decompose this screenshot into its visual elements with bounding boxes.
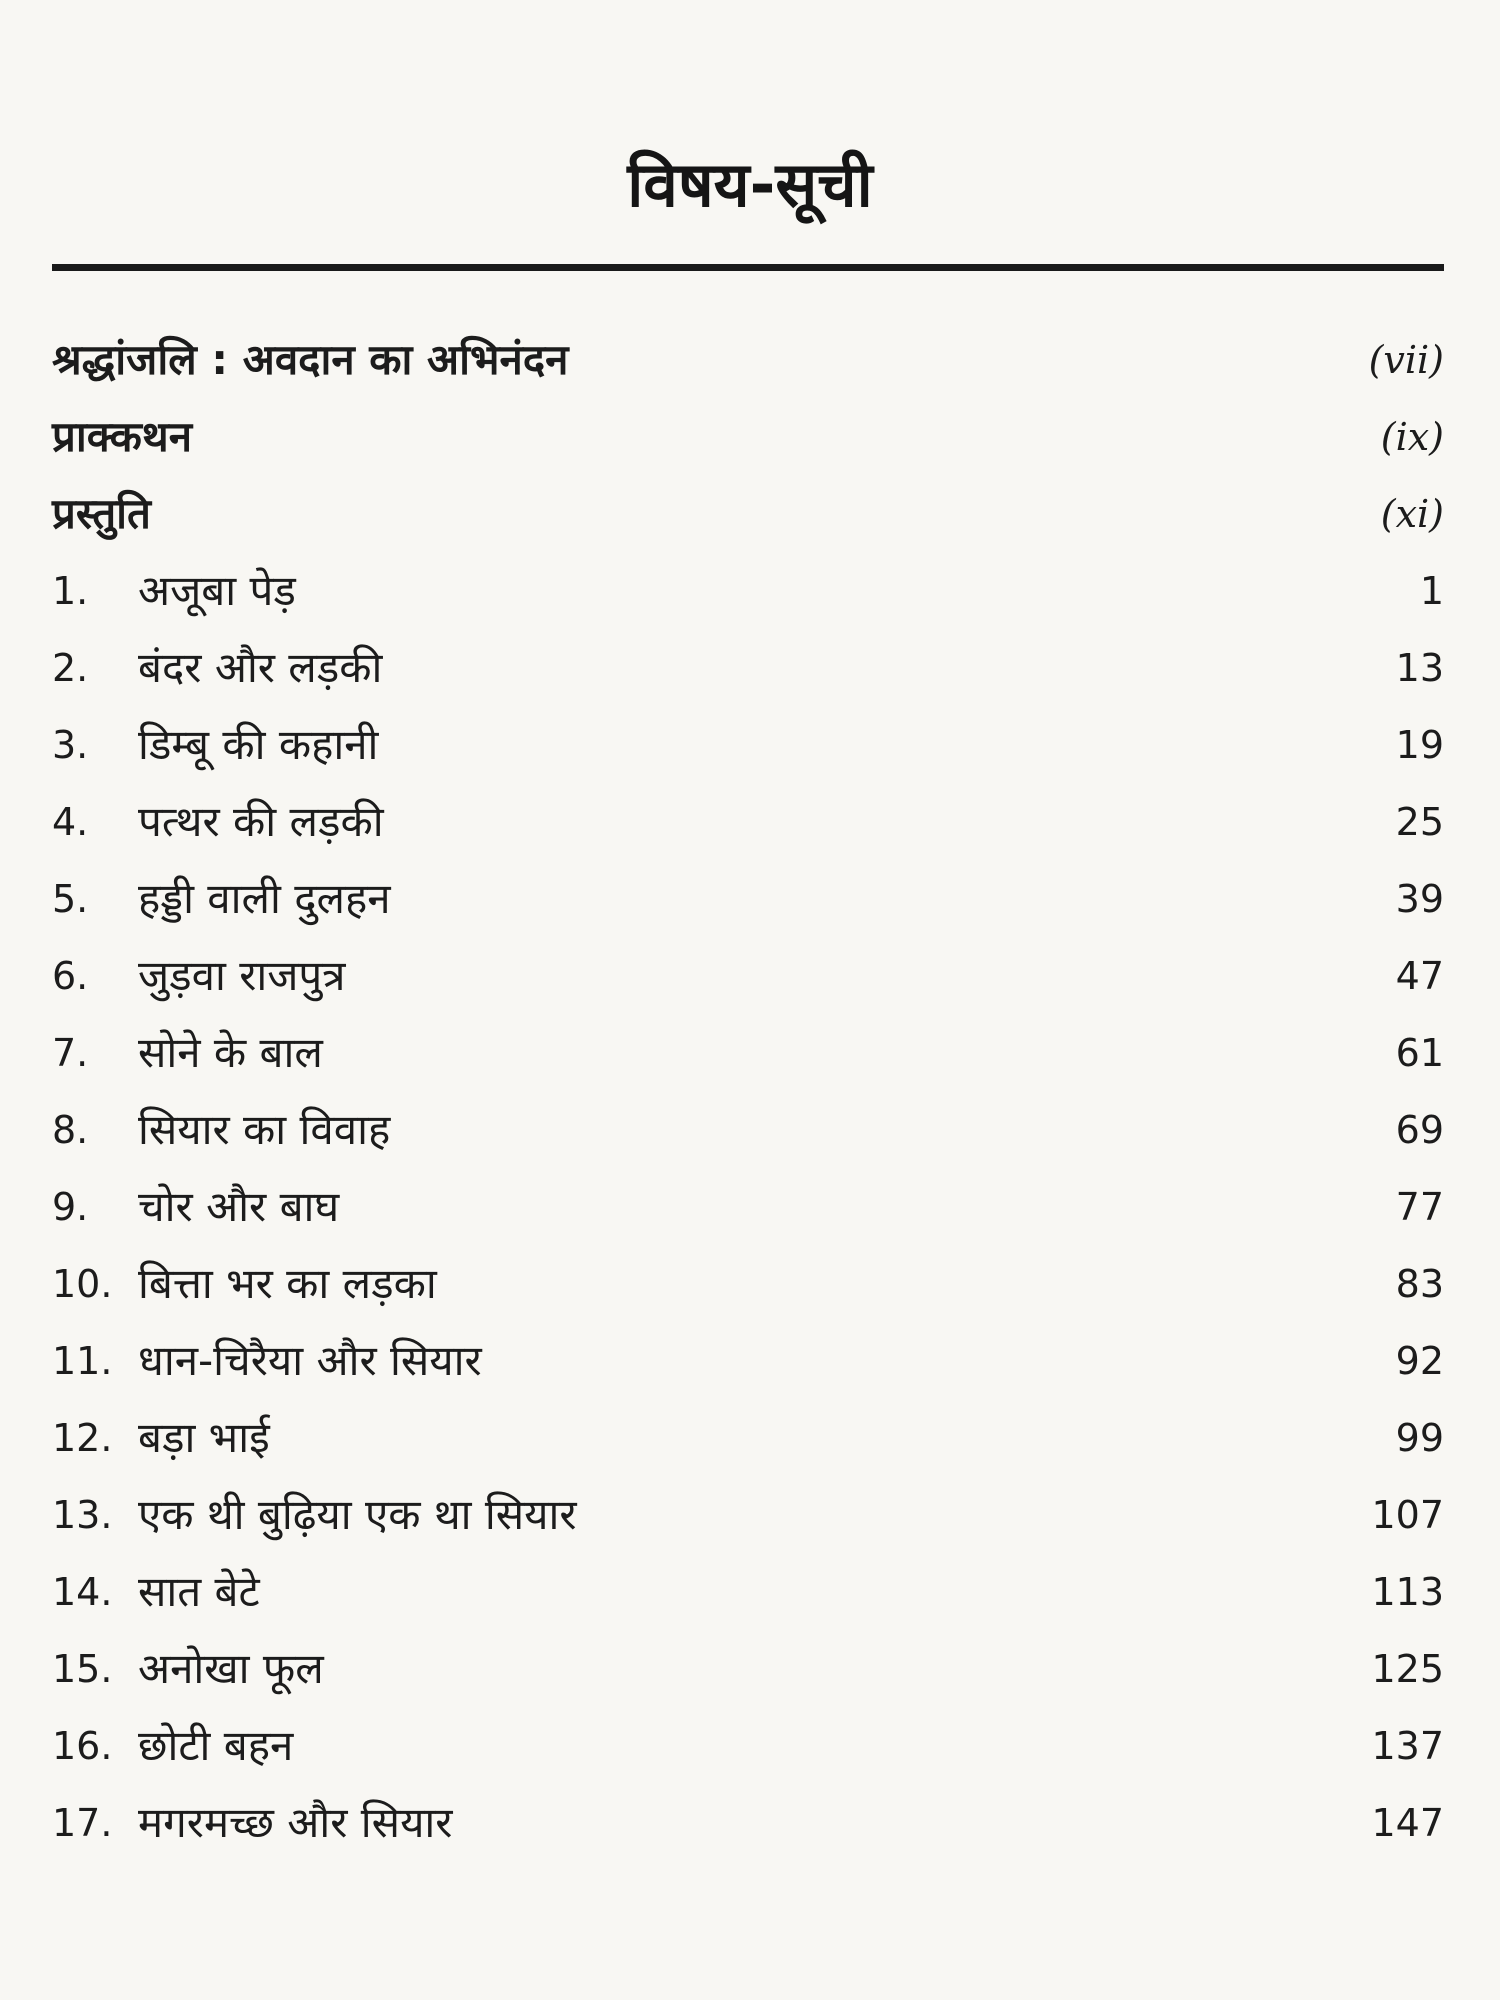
chapter-entry bbox=[52, 1403, 1444, 1473]
chapter-title: छोटी बहन bbox=[138, 1721, 294, 1770]
chapter-number: 14. bbox=[52, 1570, 113, 1614]
page-number: 25 bbox=[1395, 800, 1444, 844]
entry-title: श्रद्धांजलि : अवदान का अभिनंदन bbox=[52, 335, 569, 384]
chapter-title: सियार का विवाह bbox=[138, 1105, 391, 1154]
chapter-number: 9. bbox=[52, 1185, 89, 1229]
chapter-number: 1. bbox=[52, 569, 89, 613]
chapter-entry bbox=[52, 1711, 1444, 1781]
page-number: 47 bbox=[1395, 954, 1444, 998]
page-number: (xi) bbox=[1380, 492, 1444, 536]
page-number: 1 bbox=[1419, 569, 1444, 613]
chapter-number: 16. bbox=[52, 1724, 113, 1768]
page-number: 147 bbox=[1371, 1801, 1444, 1845]
page-number: 92 bbox=[1395, 1339, 1444, 1383]
chapter-entry bbox=[52, 1480, 1444, 1550]
chapter-entry bbox=[52, 1326, 1444, 1396]
chapter-number: 3. bbox=[52, 723, 89, 767]
chapter-entry bbox=[52, 633, 1444, 703]
chapter-number: 6. bbox=[52, 954, 89, 998]
page-number: 61 bbox=[1395, 1031, 1444, 1075]
chapter-title: धान-चिरैया और सियार bbox=[138, 1336, 482, 1385]
chapter-number: 4. bbox=[52, 800, 89, 844]
chapter-title: मगरमच्छ और सियार bbox=[138, 1798, 453, 1847]
page-number: 13 bbox=[1395, 646, 1444, 690]
chapter-title: हड्डी वाली दुलहन bbox=[138, 874, 391, 923]
chapter-entry bbox=[52, 1018, 1444, 1088]
chapter-entry bbox=[52, 864, 1444, 934]
page-number: 77 bbox=[1395, 1185, 1444, 1229]
page-number: 113 bbox=[1371, 1570, 1444, 1614]
page-number: (vii) bbox=[1368, 338, 1444, 382]
chapter-number: 15. bbox=[52, 1647, 113, 1691]
chapter-title: जुड़वा राजपुत्र bbox=[138, 951, 346, 1000]
chapter-title: पत्थर की लड़की bbox=[138, 797, 384, 846]
page-number: 83 bbox=[1395, 1262, 1444, 1306]
chapter-number: 10. bbox=[52, 1262, 113, 1306]
entry-title: प्रस्तुति bbox=[52, 489, 151, 538]
chapter-number: 17. bbox=[52, 1801, 113, 1845]
title-divider bbox=[52, 264, 1444, 271]
chapter-entry bbox=[52, 556, 1444, 626]
chapter-entry bbox=[52, 1249, 1444, 1319]
chapter-title: चोर और बाघ bbox=[138, 1182, 340, 1231]
page-number: (ix) bbox=[1380, 415, 1444, 459]
chapter-entry bbox=[52, 1095, 1444, 1165]
chapter-entry bbox=[52, 1557, 1444, 1627]
chapter-title: एक थी बुढ़िया एक था सियार bbox=[138, 1490, 577, 1539]
chapter-title: अजूबा पेड़ bbox=[138, 566, 296, 615]
entry-title: प्राक्कथन bbox=[52, 412, 193, 461]
front-matter-entry bbox=[52, 402, 1444, 472]
front-matter-entry bbox=[52, 325, 1444, 395]
chapter-number: 7. bbox=[52, 1031, 89, 1075]
chapter-number: 2. bbox=[52, 646, 89, 690]
page-number: 107 bbox=[1371, 1493, 1444, 1537]
page-number: 39 bbox=[1395, 877, 1444, 921]
page-number: 19 bbox=[1395, 723, 1444, 767]
chapter-number: 13. bbox=[52, 1493, 113, 1537]
page-title: विषय-सूची bbox=[627, 148, 873, 221]
chapter-entry bbox=[52, 1788, 1444, 1858]
chapter-title: सात बेटे bbox=[138, 1567, 260, 1616]
chapter-number: 11. bbox=[52, 1339, 113, 1383]
chapter-title: अनोखा फूल bbox=[138, 1644, 324, 1693]
page-number: 125 bbox=[1371, 1647, 1444, 1691]
chapter-title: सोने के बाल bbox=[138, 1028, 323, 1077]
chapter-title: बड़ा भाई bbox=[138, 1413, 270, 1462]
chapter-number: 8. bbox=[52, 1108, 89, 1152]
chapter-title: डिम्बू की कहानी bbox=[138, 720, 379, 769]
chapter-number: 12. bbox=[52, 1416, 113, 1460]
page-number: 137 bbox=[1371, 1724, 1444, 1768]
chapter-entry bbox=[52, 710, 1444, 780]
page-number: 69 bbox=[1395, 1108, 1444, 1152]
chapter-title: बित्ता भर का लड़का bbox=[138, 1259, 437, 1308]
chapter-entry bbox=[52, 941, 1444, 1011]
chapter-entry bbox=[52, 1172, 1444, 1242]
chapter-title: बंदर और लड़की bbox=[138, 643, 383, 692]
chapter-number: 5. bbox=[52, 877, 89, 921]
front-matter-entry bbox=[52, 479, 1444, 549]
chapter-entry bbox=[52, 787, 1444, 857]
chapter-entry bbox=[52, 1634, 1444, 1704]
page-number: 99 bbox=[1395, 1416, 1444, 1460]
